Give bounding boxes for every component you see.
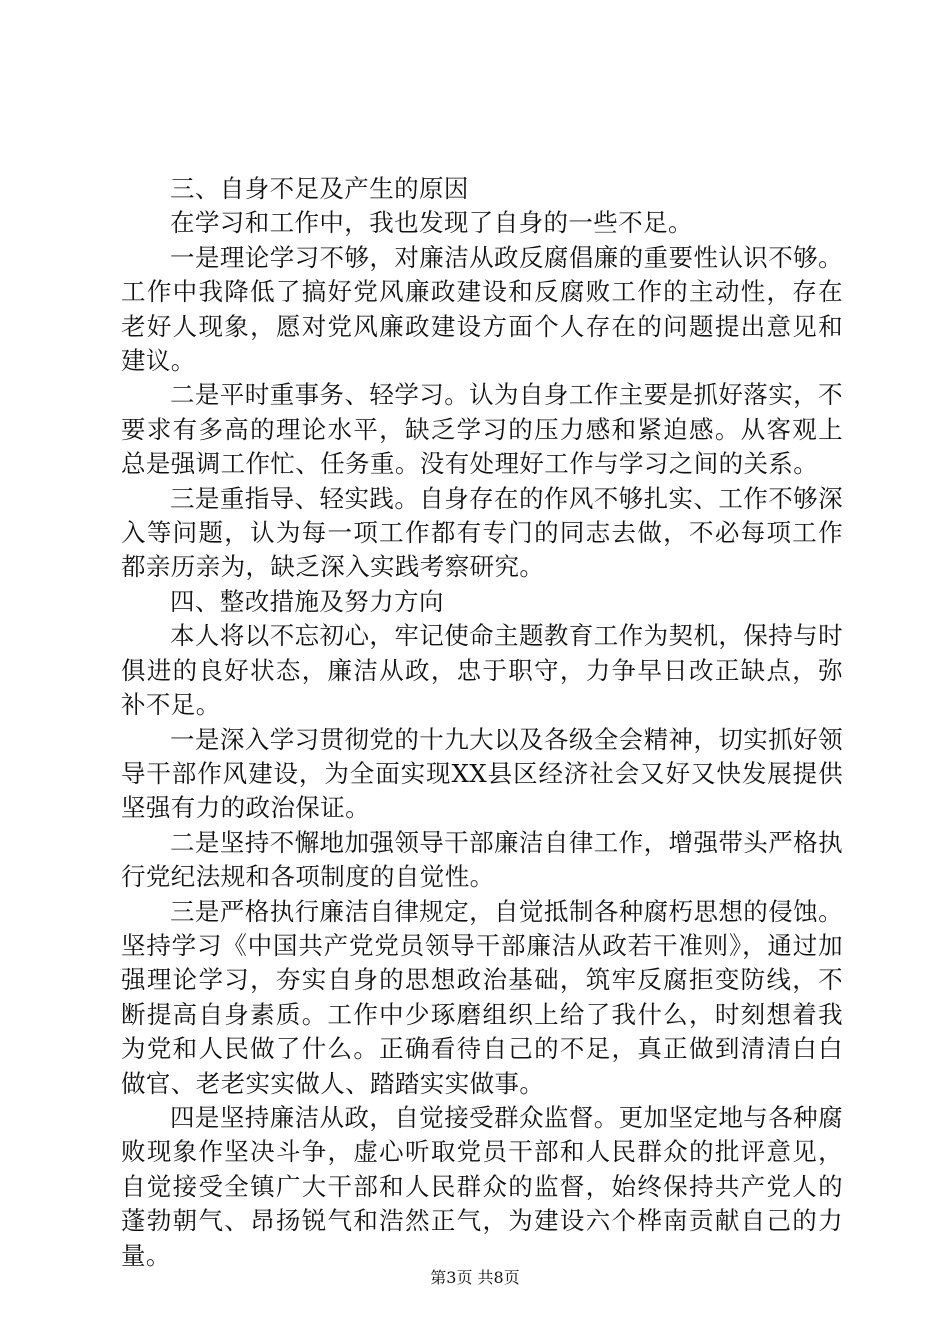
paragraph-measure-3: 三是严格执行廉洁自律规定，自觉抵制各种腐朽思想的侵蚀。坚持学习《中国共产党党员领导干部廉洁从政若干准则》，通过加强理论学习，夯实自身的思想政治基础，筑牢反腐拒变防线，不断提高自身素质。工作中少琢磨组织上给了我什么，时刻想着我为党和人民做了什么。正确看待自己的不足，真正做到清清白白做官、老老实实做人、踏踏实实做事。 [121,896,843,1098]
paragraph-measure-1: 一是深入学习贯彻党的十九大以及各级全会精神，切实抓好领导干部作风建设，为全面实现XX县区经济社会又好又快发展提供坚强有力的政治保证。 [121,724,843,823]
paragraph-intro: 在学习和工作中，我也发现了自身的一些不足。 [170,208,693,238]
paragraph-shortcoming-2: 二是平时重事务、轻学习。认为自身工作主要是抓好落实，不要求有多高的理论水平，缺乏学习的压力感和紧迫感。从客观上总是强调工作忙、任务重。没有处理好工作与学习之间的关系。 [121,380,843,479]
section-heading-4: 四、整改措施及努力方向 [170,586,444,616]
section-heading-3: 三、自身不足及产生的原因 [170,174,469,203]
document-body [121,172,843,1273]
paragraph-shortcoming-1: 一是理论学习不够，对廉洁从政反腐倡廉的重要性认识不够。工作中我降低了搞好党风廉政建设和反腐败工作的主动性，存在老好人现象，愿对党风廉政建设方面个人存在的问题提出意见和建议。 [121,242,843,376]
paragraph-measure-4: 四是坚持廉洁从政，自觉接受群众监督。更加坚定地与各种腐败现象作坚决斗争，虚心听取党员干部和人民群众的批评意见，自觉接受全镇广大干部和人民群众的监督，始终保持共产党人的蓬勃朝气、昂扬锐气和浩然正气，为建设六个桦南贡献自己的力量。 [121,1102,843,1270]
page-footer [0,1268,950,1288]
page-number-label: 第3页 共8页 [430,1268,520,1287]
paragraph-commitment: 本人将以不忘初心，牢记使命主题教育工作为契机，保持与时俱进的良好状态，廉洁从政，忠于职守，力争早日改正缺点，弥补不足。 [121,621,843,720]
paragraph-shortcoming-3: 三是重指导、轻实践。自身存在的作风不够扎实、工作不够深入等问题，认为每一项工作都有专门的同志去做，不必每项工作都亲历亲为，缺乏深入实践考察研究。 [121,483,843,582]
paragraph-measure-2: 二是坚持不懈地加强领导干部廉洁自律工作，增强带头严格执行党纪法规和各项制度的自觉性。 [121,827,843,892]
